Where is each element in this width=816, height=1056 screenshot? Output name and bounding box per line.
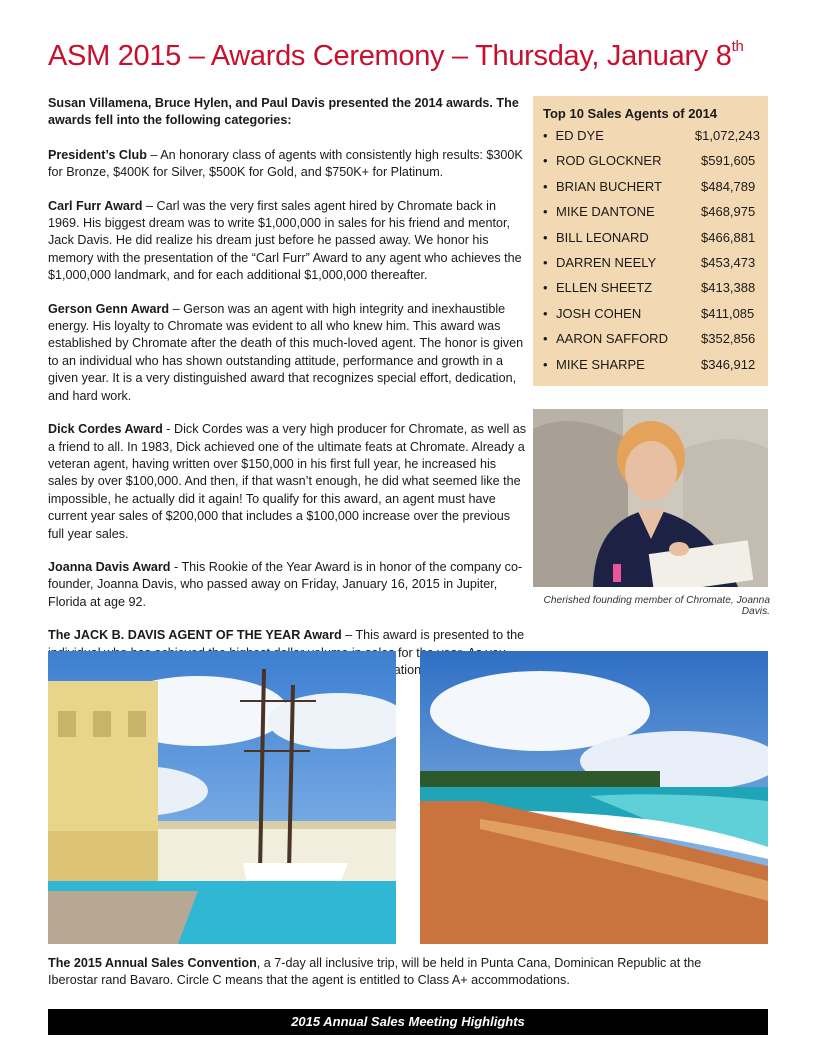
resort-harbor-photo: [48, 651, 396, 944]
list-item: • BRIAN BUCHERT $484,789: [543, 178, 756, 194]
award-joanna-davis: Joanna Davis Award - This Rookie of the Year Award is in honor of the company co-founder, Joanna Davis, who passed away on Friday, January 16, 2015 in Jupiter, Florida at age 92.: [48, 559, 523, 609]
top-10-list: [543, 128, 760, 382]
award-presidents-club: President’s Club – An honorary class of agents with consistently high results: $300K for Bronze, $400K for Silver, $500K for Gold, and $750K+ for Platinum.: [48, 147, 523, 180]
intro-paragraph: Susan Villamena, Bruce Hylen, and Paul Davis presented the 2014 awards. The awards fell into the following categories:: [48, 96, 519, 128]
list-item: • ED DYE $1,072,243: [543, 128, 760, 143]
list-item: • MIKE DANTONE $468,975: [543, 204, 756, 220]
list-item: • JOSH COHEN $411,085: [543, 305, 755, 321]
list-item: • ROD GLOCKNER $591,605: [543, 153, 756, 169]
portrait-photo: [533, 409, 768, 587]
list-item: • BILL LEONARD $466,881: [543, 229, 756, 245]
top-10-sidebar: [533, 96, 768, 386]
list-item: • DARREN NEELY $453,473: [543, 254, 756, 270]
convention-paragraph: The 2015 Annual Sales Convention, a 7-day all inclusive trip, will be held in Punta Cana, Dominican Republic at the Iberostar rand Bavaro. Circle C means that the agent is entitled to Class A+ accommodations.: [48, 956, 702, 988]
award-gerson-genn: Gerson Genn Award – Gerson was an agent with high integrity and inexhaustible energy. His loyalty to Chromate was evident to all who knew him. This award was established by Chromate after the death of this much-loved agent. The honor is given to an individual who has shown outstanding attitude, performance and growth in a given year. It is a very distinguished award that recognizes special effort, dedication, and hard work.: [48, 301, 524, 403]
page-title: ASM 2015 – Awards Ceremony – Thursday, January 8th: [48, 38, 744, 72]
top-10-title: Top 10 Sales Agents of 2014: [543, 106, 718, 121]
list-item: • MIKE SHARPE $346,912: [543, 356, 756, 372]
list-item: • ELLEN SHEETZ $413,388: [543, 280, 756, 296]
footer-banner: 2015 Annual Sales Meeting Highlights: [48, 1009, 768, 1035]
award-dick-cordes: Dick Cordes Award - Dick Cordes was a very high producer for Chromate, as well as a friend to all. In 1983, Dick achieved one of the ultimate feats at Chromate. Already a veteran agent, having written over $150,000 in his first full year, he increased his sales by over $100,000. And then, if that wasn’t enough, he did what seemed like the impossible, he actually did it again! To qualify for this award, an agent must have current year sales of $200,000 that includes a $100,000 increase over the previous full year sales.: [48, 422, 527, 541]
award-carl-furr: Carl Furr Award – Carl was the very first sales agent hired by Chromate back in 1969. His biggest dream was to write $1,000,000 in sales for his friend and mentor, Jack Davis. He did realize his dream just before he passed away. We honor his memory with the presentation of the “Carl Furr” Award to any agent who achieves the $1,000,000 landmark, and for each additional $1,000,000 thereafter.: [48, 198, 522, 283]
beach-photo: [420, 651, 768, 944]
award-jack-davis: The JACK B. DAVIS AGENT OF THE YEAR Award – This award is presented to the for: [48, 628, 525, 660]
article-body: [48, 95, 528, 695]
list-item: • AARON SAFFORD $352,856: [543, 331, 756, 347]
photo-caption: Cherished founding member of Chromate, Joanna Davis.: [543, 595, 770, 617]
